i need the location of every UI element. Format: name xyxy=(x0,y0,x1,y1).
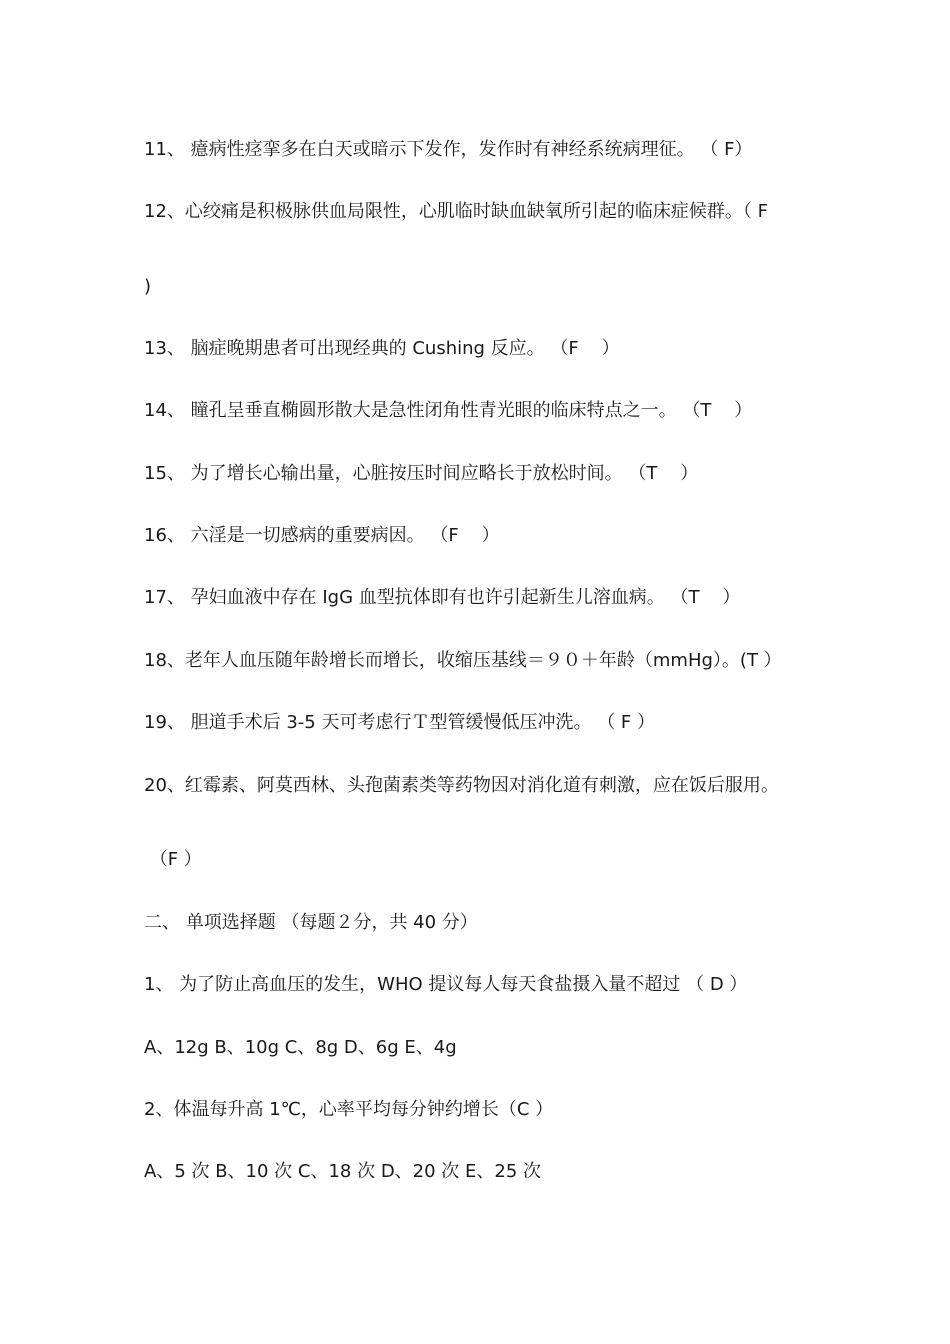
judgement-item-16: 16、 六淫是一切感病的重要病因。 （F ） xyxy=(144,525,500,546)
judgement-item-14: 14、 瞳孔呈垂直椭圆形散大是急性闭角性青光眼的临床特点之一。 （T ） xyxy=(144,400,753,421)
choice-question-1: 1、 为了防止高血压的发生，WHO 提议每人每天食盐摄入量不超过 （ D ） xyxy=(144,974,748,995)
judgement-item-20: 20、红霉素、阿莫西林、头孢菌素类等药物因对消化道有刺激，应在饭后服用。 xyxy=(144,775,779,796)
section-heading-single-choice: 二、 单项选择题 （每题２分，共 40 分） xyxy=(144,912,478,933)
judgement-item-12: 12、心绞痛是积极脉供血局限性，心肌临时缺血缺氧所引起的临床症候群。（ F xyxy=(144,201,768,222)
judgement-item-17: 17、 孕妇血液中存在 IgG 血型抗体即有也许引起新生儿溶血病。 （T ） xyxy=(144,587,741,608)
judgement-item-12-continued: ) xyxy=(144,276,152,297)
judgement-item-11: 11、 癔病性痉挛多在白天或暗示下发作，发作时有神经系统病理征。 （ F） xyxy=(144,139,753,160)
judgement-item-13: 13、 脑症晚期患者可出现经典的 Cushing 反应。 （F ） xyxy=(144,338,620,359)
judgement-item-20-answer: （F ） xyxy=(144,849,202,870)
judgement-item-15: 15、 为了增长心输出量，心脏按压时间应略长于放松时间。 （T ） xyxy=(144,463,699,484)
choice-question-2: 2、体温每升高 1℃，心率平均每分钟约增长（C ） xyxy=(144,1099,554,1120)
judgement-item-18: 18、老年人血压随年龄增长而增长，收缩压基线＝９０＋年龄（mmHg）。(T ） xyxy=(144,650,782,671)
judgement-item-19: 19、 胆道手术后 3-5 天可考虑行Ｔ型管缓慢低压冲洗。 （ F ） xyxy=(144,712,655,733)
choice-question-2-options: A、5 次 B、10 次 C、18 次 D、20 次 E、25 次 xyxy=(144,1161,542,1182)
choice-question-1-options: A、12g B、10g C、8g D、6g E、4g xyxy=(144,1037,457,1058)
